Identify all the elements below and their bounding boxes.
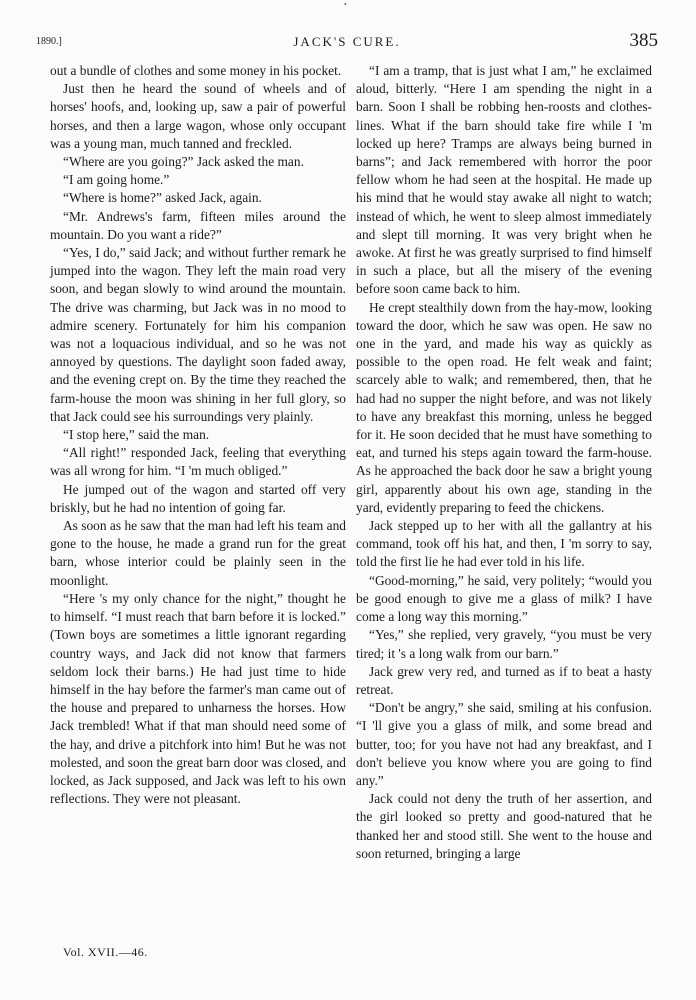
volume-footer: Vol. XVII.—46. bbox=[63, 945, 148, 959]
header-date: 1890.] bbox=[36, 36, 62, 47]
paragraph: “Good-morning,” he said, very politely; “would you be good enough to give me a glass of milk? I have come a long way this morning.” bbox=[356, 572, 652, 625]
paragraph: out a bundle of clothes and some money in his pocket. bbox=[50, 63, 342, 78]
page-title: JACK'S CURE. bbox=[293, 34, 401, 49]
paragraph: “Mr. Andrews's farm, fifteen miles around the mountain. Do you want a ride?” bbox=[50, 208, 346, 242]
paragraph: “I stop here,” said the man. bbox=[63, 427, 210, 443]
paragraph: “I am going home.” bbox=[63, 172, 170, 188]
paragraph: “Don't be angry,” she said, smiling at his confusion. “I 'll give you a glass of milk, and some bread and butter, too; for you have not had any breakfast, and I don't believe you know where you are going to find any.” bbox=[356, 700, 652, 788]
paragraph: “Where are you going?” Jack asked the man. bbox=[63, 154, 304, 170]
paragraph: As soon as he saw that the man had left his team and gone to the house, he made a grand run for the great barn, whose interior could be plainly seen in the moonlight. bbox=[50, 518, 346, 588]
paragraph: Jack stepped up to her with all the gallantry at his command, took off his hat, and then, I 'm sorry to say, told the first lie he had ever told in his life. bbox=[356, 518, 652, 570]
top-mark: • bbox=[344, 0, 347, 9]
paragraph: Jack could not deny the truth of her assertion, and the girl looked so pretty and good-natured that he thanked her and stood still. She went to the house and soon returned, bringing a large bbox=[356, 791, 652, 861]
paragraph: “Here 's my only chance for the night,” thought he to himself. “I must reach that barn before it is locked.” (Town boys are sometimes a little ignorant regarding country ways, and Jack did not know that farmers seldom lock their barns.) He had just time to hide himself in the hay before the farmer's man came out of the house and prepared to unharness the horses. How Jack trembled! What if that man should need some of the hay, and drive a pitchfork into him! But he was not molested, and soon the great barn door was closed, and locked, as Jack supposed, and Jack was left to his own reflections. They were not pleasant. bbox=[50, 590, 346, 807]
paragraph: “Yes,” she replied, very gravely, “you must be very tired; it 's a long walk from our barn.” bbox=[356, 627, 652, 661]
paragraph: “Yes, I do,” said Jack; and without further remark he jumped into the wagon. They left the main road very soon, and began slowly to wind around the mountain. The drive was charming, but Jack was in no mood to admire scenery. Fortunately for him his companion was not a loquacious individual, and so he was not annoyed by questions. The daylight soon faded away, and the evening crept on. By the time they reached the farm-house the moon was shining in her full glory, so that Jack could see his surroundings very plainly. bbox=[50, 245, 346, 424]
paragraph: “All right!” responded Jack, feeling that everything was all wrong for him. “I 'm much obliged.” bbox=[50, 445, 346, 479]
paragraph: “Where is home?” asked Jack, again. bbox=[63, 190, 262, 206]
paragraph: He crept stealthily down from the hay-mow, looking toward the door, which he saw was open. He saw no one in the yard, and made his way as quickly as possible to the open road. He felt weak and faint; scarcely able to walk; and remembered, then, that he had had no supper the night before, and was not likely to have any breakfast this morning, unless he begged for it. He soon decided that he must have something to eat, and turned his steps again toward the farm-house. As he approached the back door he saw a bright young girl, apparently about his own age, standing in the yard, evidently preparing to feed the chickens. bbox=[356, 299, 652, 515]
left-column bbox=[50, 62, 346, 808]
paragraph: He jumped out of the wagon and started off very briskly, but he had no intention of going far. bbox=[50, 481, 346, 515]
right-column bbox=[356, 62, 652, 863]
paragraph: Just then he heard the sound of wheels and of horses' hoofs, and, looking up, saw a pair of powerful horses, and then a large wagon, whose only occupant was a young man, much tanned and freckled. bbox=[50, 81, 346, 151]
paragraph: Jack grew very red, and turned as if to beat a hasty retreat. bbox=[356, 663, 652, 697]
page-header bbox=[36, 30, 658, 56]
paragraph: “I am a tramp, that is just what I am,” he exclaimed aloud, bitterly. “Here I am spending the night in a barn. Soon I shall be robbing hen-roosts and clothes-lines. What if the barn should take fire while I 'm locked up here? Tramps are always being burned in barns”; and Jack remembered with horror the poor fellow whom he had seen at the hospital. He made up his mind that he would stay awake all night to watch; instead of which, he went to sleep almost immediately and slept till morning. It was very bright when he awoke. At first he was greatly surprised to find himself in such a place, but all the misery of the evening before soon came back to him. bbox=[356, 63, 652, 297]
page-number: 385 bbox=[629, 30, 658, 51]
